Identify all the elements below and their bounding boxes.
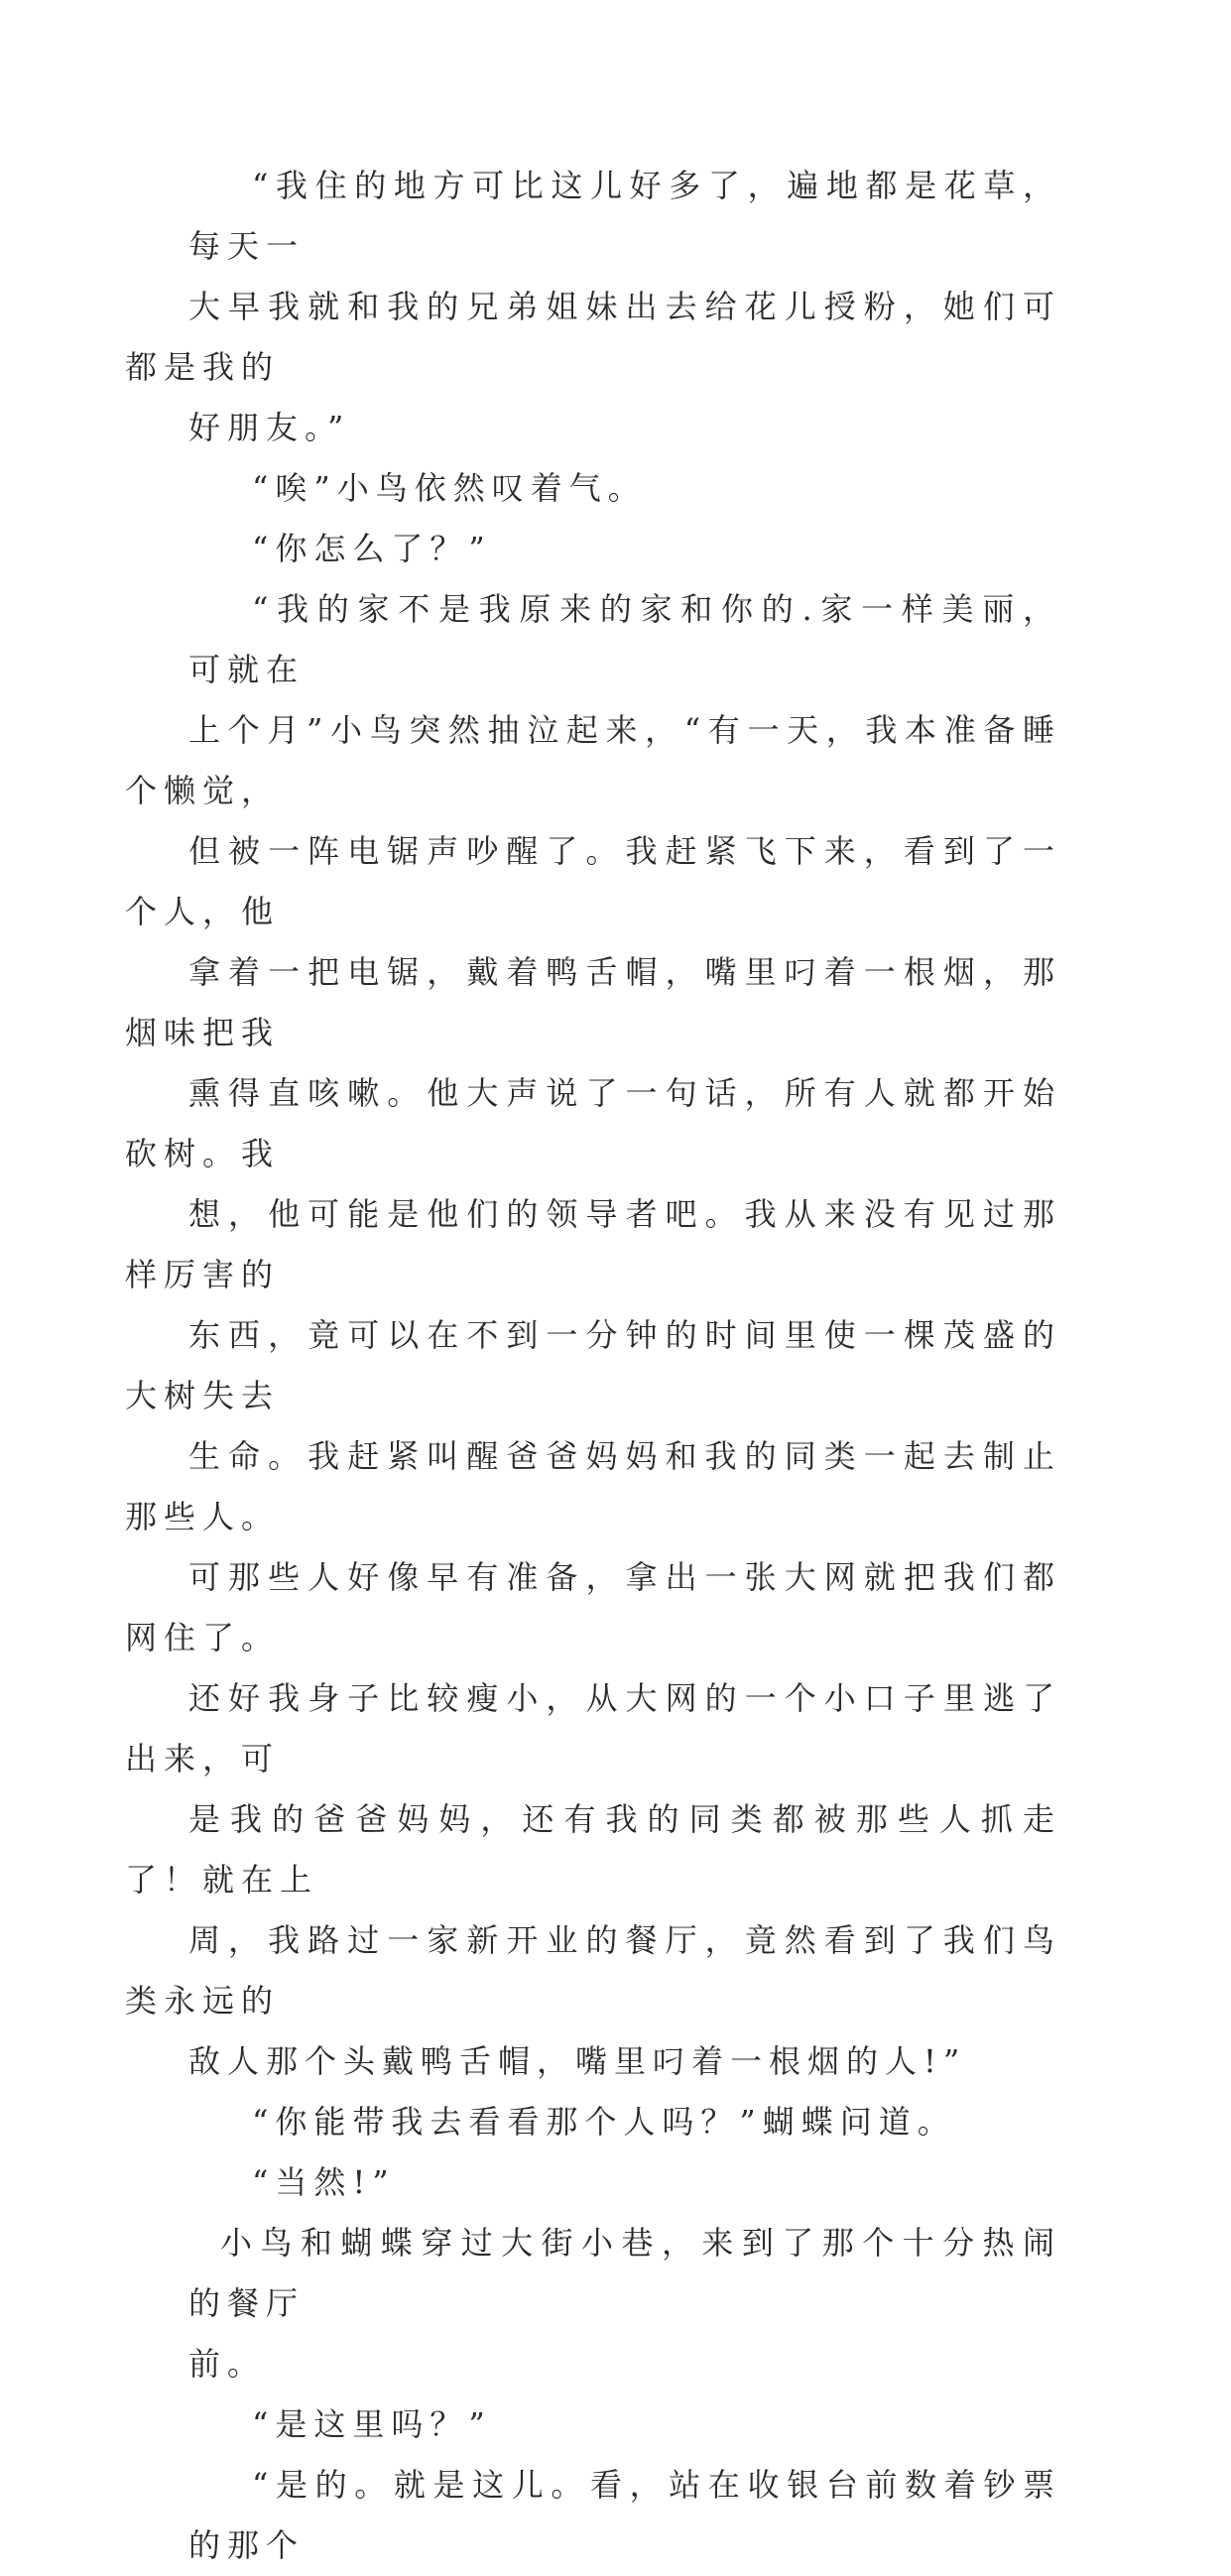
text-line: 敌人那个头戴鸭舌帽，嘴里叼着一根烟的人!” [188,2042,967,2080]
text-line: “唉”小鸟依然叹着气。 [252,469,647,507]
text-line: 东西，竟可以在不到一分钟的时间里使一棵茂盛的大树失去 [125,1316,1061,1414]
text-line: 但被一阵电锯声吵醒了。我赶紧飞下来，看到了一个人，他 [125,832,1061,930]
paragraph-bird-sigh [188,458,1061,519]
text-line: “当然!” [252,2163,396,2201]
paragraph-question [188,519,1061,579]
paragraph-butterfly-asks [188,2092,1061,2152]
text-line: 可那些人好像早有准备，拿出一张大网就把我们都网住了。 [125,1558,1061,1656]
text-line: 想，他可能是他们的领导者吧。我从来没有见过那样厉害的 [125,1195,1061,1293]
text-line: “我住的地方可比这儿好多了，遍地都是花草，每天一 [188,167,1061,265]
paragraph-butterfly-home [125,156,1061,458]
text-line: 前。 [188,2345,267,2383]
paragraph-arrive-restaurant [188,2213,1061,2394]
text-line: 上个月”小鸟突然抽泣起来，“有一天，我本准备睡个懒觉， [125,711,1061,809]
text-line: 拿着一把电锯，戴着鸭舌帽，嘴里叼着一根烟，那烟味把我 [125,953,1061,1051]
text-line: 还好我身子比较瘦小，从大网的一个小口子里逃了出来，可 [125,1679,1061,1778]
paragraph-of-course [188,2152,1061,2213]
text-line: 熏得直咳嗽。他大声说了一句话，所有人就都开始砍树。我 [125,1074,1061,1172]
text-line: “你能带我去看看那个人吗？”蝴蝶问道。 [252,2103,956,2141]
text-line: “是的。就是这儿。看，站在收银台前数着钞票的那个 [188,2466,1061,2564]
paragraph-yes-here [188,2455,1061,2576]
text-line: 小鸟和蝴蝶穿过大街小巷，来到了那个十分热闹的餐厅 [188,2224,1061,2322]
text-line: 是我的爸爸妈妈，还有我的同类都被那些人抓走了！就在上 [125,1800,1061,1899]
text-line: 好朋友。” [188,409,351,446]
story-text [125,156,1061,2576]
text-line: “是这里吗？” [252,2405,492,2443]
paragraph-is-this-it [188,2394,1061,2455]
text-line: 生命。我赶紧叫醒爸爸妈妈和我的同类一起去制止那些人。 [125,1437,1061,1535]
text-line: 大早我就和我的兄弟姐妹出去给花儿授粉，她们可都是我的 [125,288,1061,386]
text-line: 周，我路过一家新开业的餐厅，竟然看到了我们鸟类永远的 [125,1921,1061,2020]
paragraph-bird-story [125,579,1061,2092]
text-line: “你怎么了？” [252,530,492,567]
text-line: “我的家不是我原来的家和你的.家一样美丽，可就在 [188,590,1061,688]
